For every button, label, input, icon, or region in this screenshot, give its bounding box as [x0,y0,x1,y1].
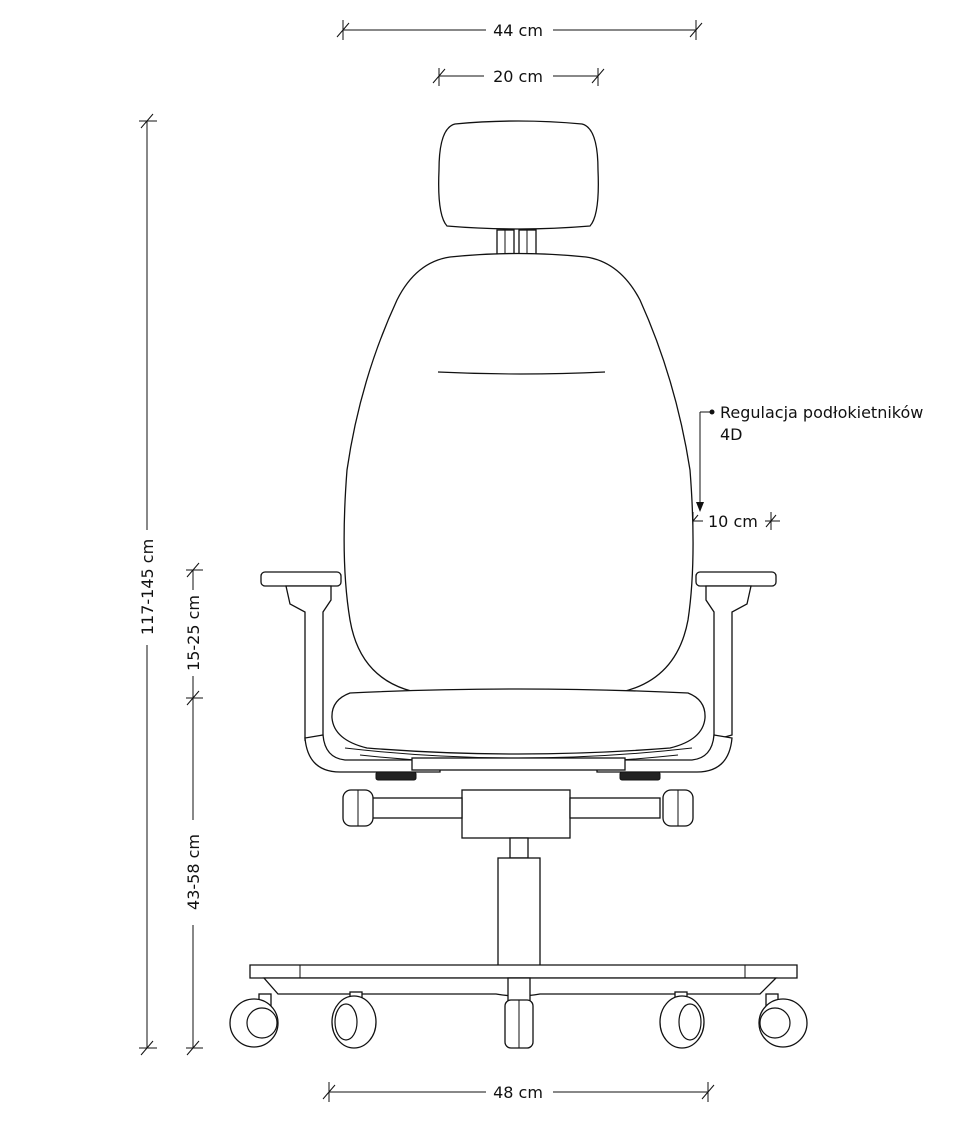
headrest-width-dimension [433,67,604,86]
right-armrest-arm [706,586,751,740]
armrest-adjustment-line1: Regulacja podłokietników [720,403,924,422]
seat-height-label: 43-58 cm [184,834,203,910]
total-height-dimension [138,114,157,1055]
base-width-label: 48 cm [493,1083,543,1102]
backrest-width-dimension [337,20,702,40]
chair-drawing [230,121,807,1048]
seat-cushion [332,689,705,754]
left-knob [376,772,416,780]
total-height-label: 117-145 cm [138,538,157,636]
right-knob [620,772,660,780]
armrest-height-dimension [184,563,203,705]
gas-lift-top [510,838,528,858]
backrest-width-label: 44 cm [493,21,543,40]
backrest [344,254,693,696]
caster-center [505,1000,533,1048]
headrest [439,121,599,229]
seat-mechanism [412,758,625,770]
caster-right-outer [759,994,807,1047]
base-width-dimension [323,1082,714,1102]
seat-mechanism-levers [343,790,693,838]
caster-left-outer [230,994,278,1047]
armrest-height-label: 15-25 cm [184,595,203,671]
caster-right-inner [660,992,704,1048]
seat-height-dimension [184,698,203,1055]
gas-lift-cylinder [498,858,540,966]
armrest-width-dimension [688,512,780,531]
left-armrest-arm [286,586,331,740]
right-armrest-pad [696,572,776,586]
armrest-width-label: 10 cm [708,512,758,531]
caster-left-inner [332,992,376,1048]
armrest-adjustment-line2: 4D [720,425,743,444]
headrest-width-label: 20 cm [493,67,543,86]
left-armrest-pad [261,572,341,586]
armrest-adjustment-note [696,403,923,512]
